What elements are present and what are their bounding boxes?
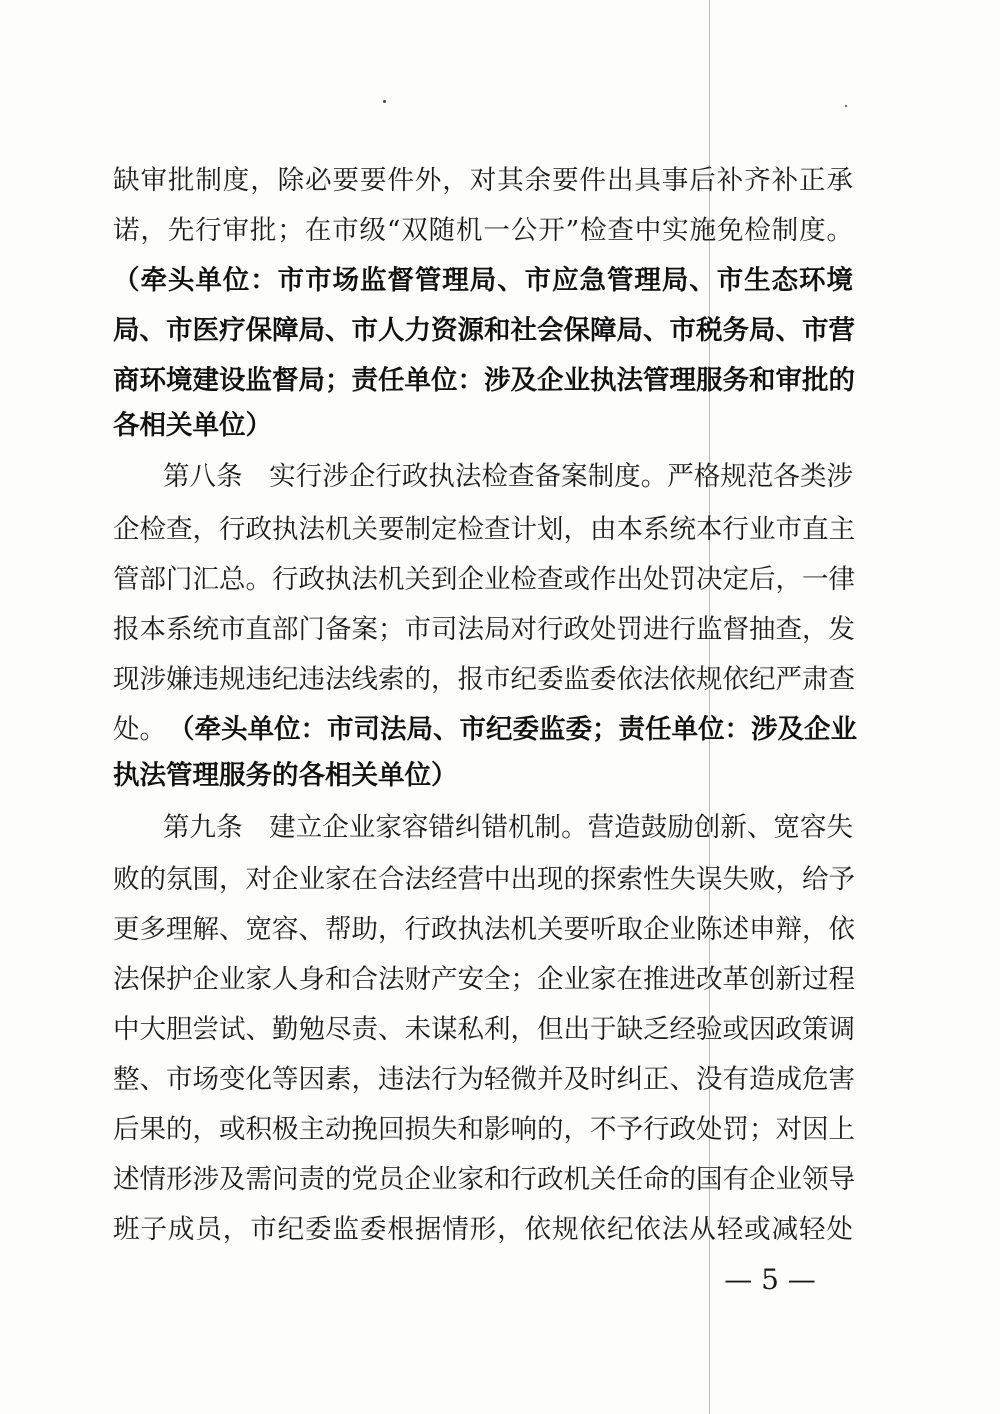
body-line: 整、市场变化等因素，违法行为轻微并及时纠正、没有造成危害	[113, 1064, 855, 1095]
body-line: 缺审批制度，除必要要件外，对其余要件出具事后补齐补正承	[113, 165, 853, 196]
scan-speck	[383, 100, 386, 103]
body-line: 处。	[113, 714, 166, 745]
body-line: 法保护企业家人身和合法财产安全；企业家在推进改革创新过程	[113, 964, 855, 995]
responsible-units-line: 商环境建设监督局；责任单位：涉及企业执法管理服务和审批的	[113, 365, 855, 396]
scan-speck	[845, 105, 847, 107]
responsible-units-line: 各相关单位）	[113, 410, 272, 441]
body-line: 报本系统市直部门备案；市司法局对行政处罚进行监督抽查，发	[113, 614, 855, 645]
body-line: 现涉嫌违规违纪违法线索的，报市纪委监委依法依规依纪严肃查	[113, 664, 855, 695]
body-line: 管部门汇总。行政执法机关到企业检查或作出处罚决定后，一律	[113, 564, 855, 595]
responsible-units-line: （牵头单位：市市场监督管理局、市应急管理局、市生态环境	[113, 265, 853, 296]
responsible-units-line: （牵头单位：市司法局、市纪委监委；责任单位：涉及企业	[168, 714, 857, 745]
body-line: 诺，先行审批；在市级“双随机一公开”检查中实施免检制度。	[113, 215, 853, 246]
body-line: 班子成员，市纪委监委根据情形，依规依纪依法从轻或减轻处	[113, 1214, 853, 1245]
article-9-first-line: 第九条 建立企业家容错纠错机制。营造鼓励创新、宽容失	[163, 812, 853, 843]
responsible-units-line: 执法管理服务的各相关单位）	[113, 760, 458, 791]
body-line: 更多理解、宽容、帮助，行政执法机关要听取企业陈述申辩，依	[113, 914, 855, 945]
body-line: 述情形涉及需问责的党员企业家和行政机关任命的国有企业领导	[113, 1164, 855, 1195]
body-line: 企检查，行政执法机关要制定检查计划，由本系统本行业市直主	[113, 514, 855, 545]
body-line: 后果的，或积极主动挽回损失和影响的，不予行政处罚；对因上	[113, 1114, 855, 1145]
body-line: 中大胆尝试、勤勉尽责、未谋私利，但出于缺乏经验或因政策调	[113, 1014, 855, 1045]
body-line: 败的氛围，对企业家在合法经营中出现的探索性失误失败，给予	[113, 864, 855, 895]
responsible-units-line: 局、市医疗保障局、市人力资源和社会保障局、市税务局、市营	[113, 315, 855, 346]
page-number: — 5 —	[724, 1263, 816, 1296]
article-8-first-line: 第八条 实行涉企行政执法检查备案制度。严格规范各类涉	[163, 461, 853, 492]
